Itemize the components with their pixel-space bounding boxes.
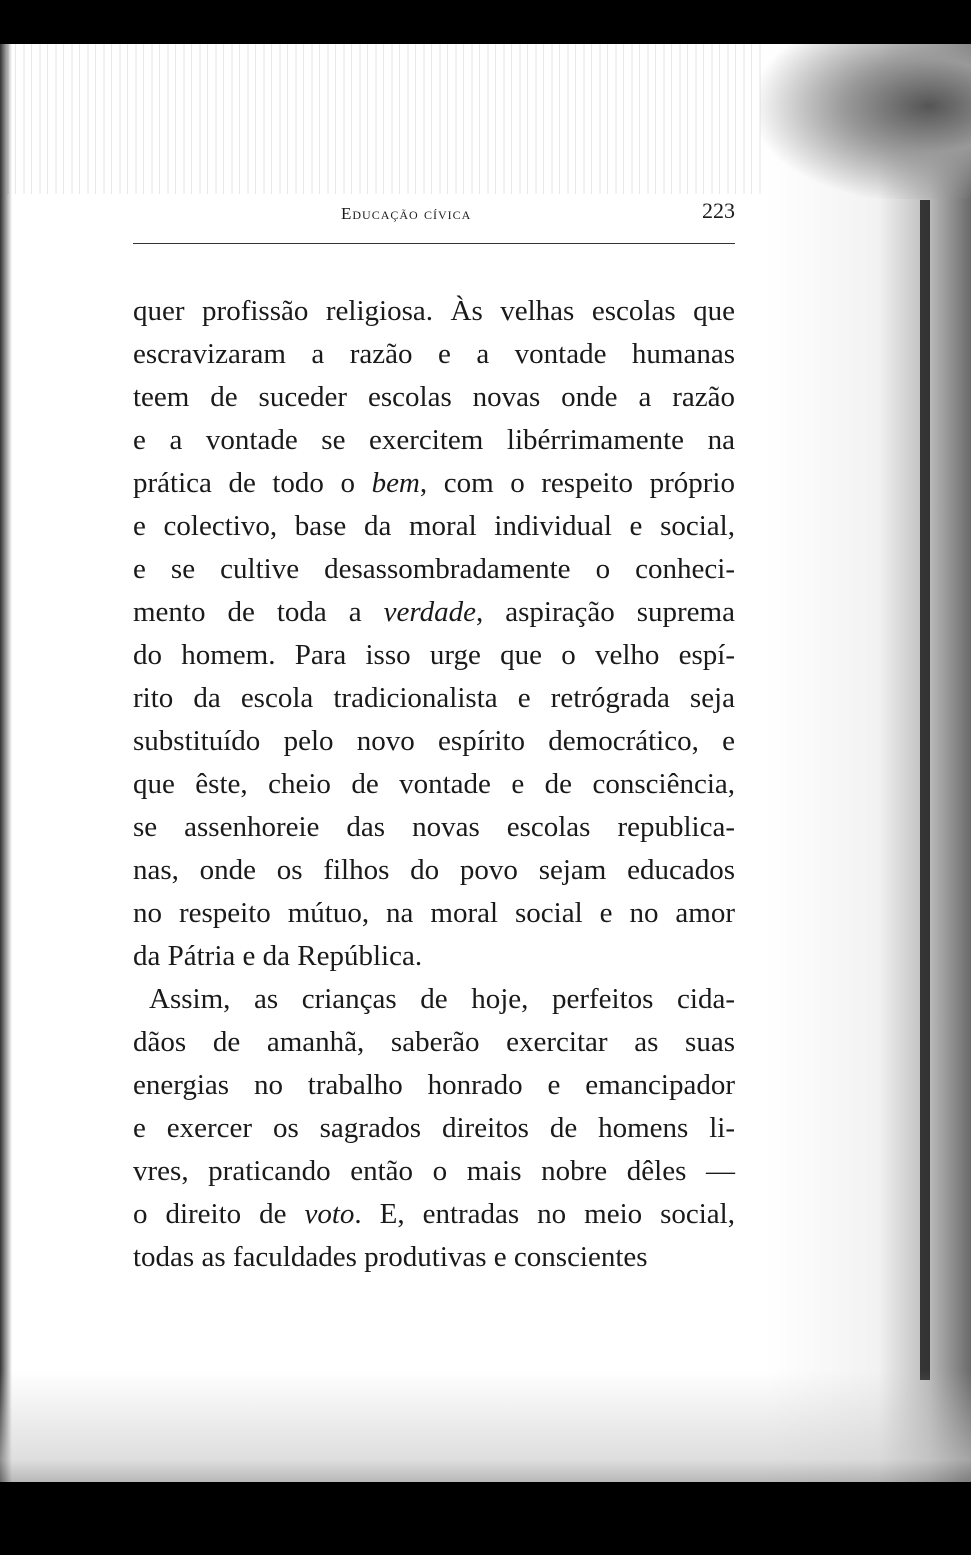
- text-segment: todas as faculdades produtivas e conscientes: [133, 1241, 648, 1273]
- text-line: [133, 978, 735, 1021]
- text-segment: e colectivo, base da moral individual e social,: [133, 510, 735, 542]
- text-line: [133, 1064, 735, 1107]
- italic-text: bem: [371, 467, 420, 499]
- scan-noise-bottom: [0, 1370, 971, 1482]
- text-segment: se assenhoreie das novas escolas republica-: [133, 811, 735, 843]
- page-edge-right: [920, 200, 930, 1380]
- text-line: [133, 419, 735, 462]
- text-line: [133, 634, 735, 677]
- text-segment: prática de todo o: [133, 467, 372, 499]
- text-segment: quer profissão religiosa. Às velhas escolas que: [133, 295, 735, 327]
- text-segment: energias no trabalho honrado e emancipador: [133, 1069, 735, 1101]
- header-rule: [133, 243, 735, 244]
- italic-text: verdade: [383, 596, 476, 628]
- scan-border-top: [0, 0, 971, 44]
- text-segment: nas, onde os filhos do povo sejam educados: [133, 854, 735, 886]
- text-segment: escravizaram a razão e a vontade humanas: [133, 338, 735, 370]
- text-segment: mento de toda a: [133, 596, 384, 628]
- text-line: [133, 849, 735, 892]
- text-line: [133, 1193, 735, 1236]
- text-segment: e exercer os sagrados direitos de homens li-: [133, 1112, 735, 1144]
- page-edge-left: [0, 44, 12, 1482]
- italic-text: voto: [304, 1198, 355, 1230]
- text-segment: o direito de: [133, 1198, 305, 1230]
- text-segment: no respeito mútuo, na moral social e no amor: [133, 897, 735, 929]
- text-segment: dãos de amanhã, saberão exercitar as suas: [133, 1026, 735, 1058]
- text-line: [133, 462, 735, 505]
- scan-noise-top-right: [760, 44, 971, 199]
- text-segment: rito da escola tradicionalista e retrógrada seja: [133, 682, 735, 714]
- text-line: [133, 290, 735, 333]
- text-line: [133, 591, 735, 634]
- text-line: [133, 505, 735, 548]
- text-line: [133, 1150, 735, 1193]
- text-line: [133, 1236, 735, 1279]
- text-line: [133, 763, 735, 806]
- text-line: [133, 892, 735, 935]
- text-segment: que êste, cheio de vontade e de consciência,: [133, 768, 735, 800]
- text-line: [133, 376, 735, 419]
- text-segment: teem de suceder escolas novas onde a razão: [133, 381, 735, 413]
- text-segment: e a vontade se exercitem libérrimamente na: [133, 424, 735, 456]
- text-segment: , com o respeito próprio: [419, 467, 735, 499]
- text-segment: vres, praticando então o mais nobre dêles —: [133, 1155, 735, 1187]
- text-line: [133, 1021, 735, 1064]
- text-segment: do homem. Para isso urge que o velho espí-: [133, 639, 735, 671]
- text-segment: e se cultive desassombradamente o conheci-: [133, 553, 735, 585]
- text-line: [133, 720, 735, 763]
- text-line: [133, 806, 735, 849]
- text-segment: , aspiração suprema: [476, 596, 735, 628]
- text-segment: substituído pelo novo espírito democrático, e: [133, 725, 735, 757]
- text-line: [133, 333, 735, 376]
- scan-border-bottom: [0, 1482, 971, 1555]
- running-title: Educação cívica: [341, 204, 472, 223]
- text-line: [133, 677, 735, 720]
- text-line: [133, 935, 735, 978]
- text-line: [133, 548, 735, 591]
- running-header: [133, 196, 735, 226]
- text-segment: . E, entradas no meio social,: [354, 1198, 735, 1230]
- page-number: 223: [702, 198, 735, 223]
- text-segment: da Pátria e da República.: [133, 940, 423, 972]
- text-line: [133, 1107, 735, 1150]
- scan-shadow-right: [765, 44, 971, 1482]
- body-text: [133, 290, 735, 1279]
- text-segment: Assim, as crianças de hoje, perfeitos cida-: [149, 983, 735, 1015]
